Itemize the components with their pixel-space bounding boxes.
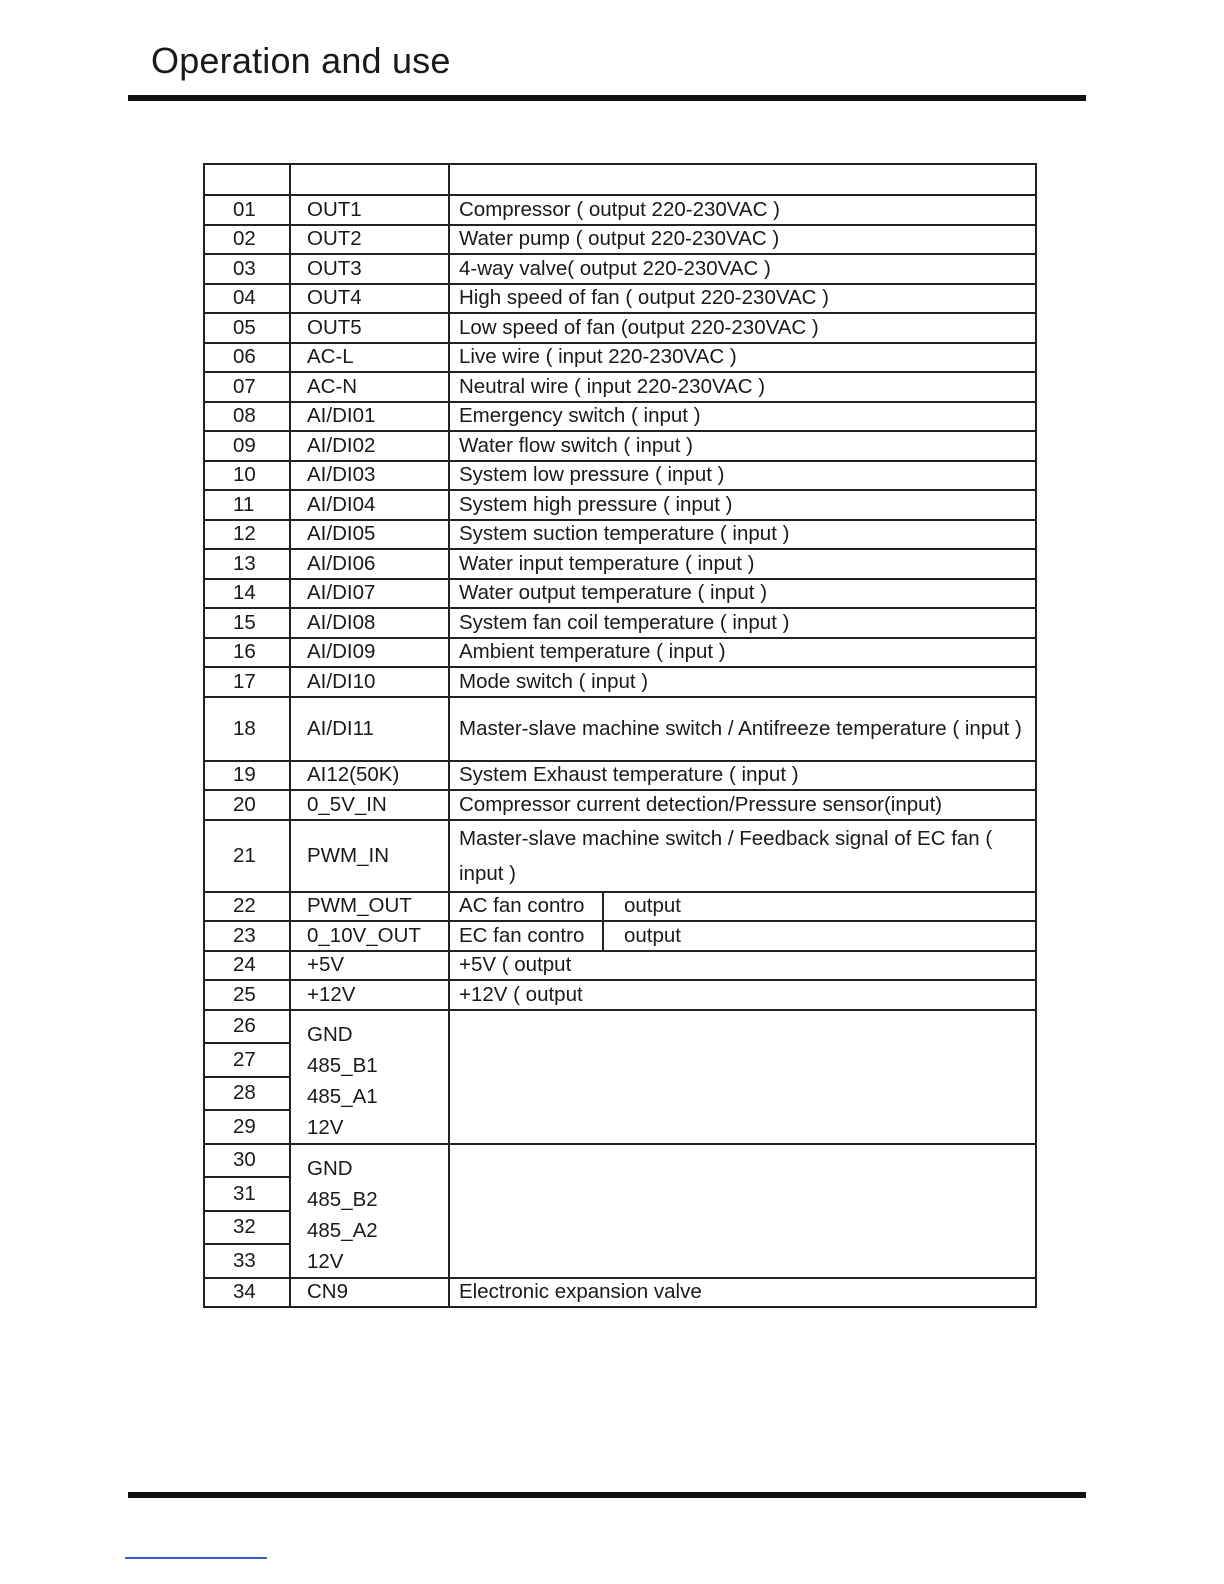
terminal-number: 02: [204, 225, 290, 255]
terminal-number: 11: [204, 490, 290, 520]
terminal-port: AC-N: [290, 372, 449, 402]
table-row: [204, 549, 1036, 579]
terminal-number: 01: [204, 195, 290, 225]
terminal-number: 30: [204, 1144, 290, 1178]
terminal-number: 07: [204, 372, 290, 402]
terminal-number: 19: [204, 761, 290, 791]
terminal-number: 23: [204, 921, 290, 951]
terminal-number: 31: [204, 1177, 290, 1211]
terminal-number: 20: [204, 790, 290, 820]
terminal-port: GND: [307, 1156, 353, 1180]
terminal-number: 04: [204, 284, 290, 314]
terminal-description: [449, 892, 1036, 922]
table-row: [204, 520, 1036, 550]
terminal-description: Mode switch ( input ): [449, 667, 1036, 697]
terminal-description: 4-way valve( output 220-230VAC ): [449, 254, 1036, 284]
terminal-number: 17: [204, 667, 290, 697]
table-row: [204, 820, 1036, 892]
terminal-description: [449, 1144, 1036, 1278]
table-row: [204, 284, 1036, 314]
table-row: [204, 892, 1036, 922]
terminal-number: 14: [204, 579, 290, 609]
terminal-number: 06: [204, 343, 290, 373]
terminal-table: [203, 163, 1037, 1308]
terminal-port: 0_10V_OUT: [290, 921, 449, 951]
terminal-description: Ambient temperature ( input ): [449, 638, 1036, 668]
terminal-number: 16: [204, 638, 290, 668]
table-row: [204, 372, 1036, 402]
table-row: [204, 608, 1036, 638]
terminal-description: Live wire ( input 220-230VAC ): [449, 343, 1036, 373]
terminal-description: High speed of fan ( output 220-230VAC ): [449, 284, 1036, 314]
table-row: [204, 313, 1036, 343]
table-row: [204, 1278, 1036, 1308]
terminal-description: Master-slave machine switch / Feedback signal of EC fan ( input ): [449, 820, 1036, 892]
terminal-port: AI/DI11: [290, 697, 449, 761]
terminal-number: 22: [204, 892, 290, 922]
table-row: [204, 921, 1036, 951]
table-row: [204, 490, 1036, 520]
table-row: [204, 461, 1036, 491]
terminal-port: OUT2: [290, 225, 449, 255]
terminal-number: 24: [204, 951, 290, 981]
terminal-port: AI/DI08: [290, 608, 449, 638]
table-row: [204, 638, 1036, 668]
table-row: [204, 225, 1036, 255]
terminal-port: AI12(50K): [290, 761, 449, 791]
terminal-port: GND: [307, 1022, 353, 1046]
terminal-number: 13: [204, 549, 290, 579]
table-row: [204, 343, 1036, 373]
terminal-port: AI/DI07: [290, 579, 449, 609]
terminal-port: AI/DI09: [290, 638, 449, 668]
terminal-port: 485_A2: [307, 1218, 378, 1242]
table-row: [204, 195, 1036, 225]
terminal-description: Electronic expansion valve: [449, 1278, 1036, 1308]
table-row: [204, 254, 1036, 284]
terminal-number: 32: [204, 1211, 290, 1245]
terminal-description: Neutral wire ( input 220-230VAC ): [449, 372, 1036, 402]
footer-rule: [128, 1492, 1086, 1498]
header-cell-desc: [449, 164, 1036, 195]
description-output: output: [624, 894, 681, 918]
terminal-description: [449, 1010, 1036, 1144]
table-row: [204, 1144, 1036, 1178]
terminal-number: 21: [204, 820, 290, 892]
terminal-port: AI/DI03: [290, 461, 449, 491]
table-row: [204, 980, 1036, 1010]
page-title: Operation and use: [151, 40, 451, 81]
terminal-port: PWM_IN: [290, 820, 449, 892]
terminal-number: 12: [204, 520, 290, 550]
terminal-port: AC-L: [290, 343, 449, 373]
terminal-port: +12V: [290, 980, 449, 1010]
terminal-description: Compressor ( output 220-230VAC ): [449, 195, 1036, 225]
terminal-description: System Exhaust temperature ( input ): [449, 761, 1036, 791]
terminal-port: AI/DI02: [290, 431, 449, 461]
terminal-port-group: [290, 1144, 449, 1278]
terminal-description: Compressor current detection/Pressure sensor(input): [449, 790, 1036, 820]
terminal-description: System low pressure ( input ): [449, 461, 1036, 491]
table-row: [204, 431, 1036, 461]
terminal-description: Emergency switch ( input ): [449, 402, 1036, 432]
terminal-port: +5V: [290, 951, 449, 981]
terminal-number: 28: [204, 1077, 290, 1111]
description-main: EC fan contro: [450, 922, 604, 950]
terminal-port-group: [290, 1010, 449, 1144]
terminal-port: AI/DI05: [290, 520, 449, 550]
description-split: [450, 893, 1035, 921]
terminal-port: 485_B1: [307, 1053, 378, 1077]
table-row: [204, 951, 1036, 981]
terminal-number: 27: [204, 1043, 290, 1077]
terminal-description: +5V ( output: [449, 951, 1036, 981]
terminal-number: 05: [204, 313, 290, 343]
terminal-number: 15: [204, 608, 290, 638]
terminal-port: AI/DI01: [290, 402, 449, 432]
terminal-description: [449, 921, 1036, 951]
terminal-description: Water flow switch ( input ): [449, 431, 1036, 461]
terminal-description: +12V ( output: [449, 980, 1036, 1010]
terminal-port: AI/DI04: [290, 490, 449, 520]
table-row: [204, 667, 1036, 697]
footer-link-line: [125, 1557, 267, 1559]
terminal-number: 03: [204, 254, 290, 284]
terminal-port: CN9: [290, 1278, 449, 1308]
terminal-port: 0_5V_IN: [290, 790, 449, 820]
terminal-port: OUT5: [290, 313, 449, 343]
header-cell-port: [290, 164, 449, 195]
terminal-description: Water input temperature ( input ): [449, 549, 1036, 579]
header-rule: [128, 95, 1086, 101]
terminal-number: 34: [204, 1278, 290, 1308]
description-split: [450, 922, 1035, 950]
terminal-port: 12V: [307, 1115, 344, 1139]
terminal-port: 485_A1: [307, 1084, 378, 1108]
terminal-number: 33: [204, 1244, 290, 1278]
terminal-number: 18: [204, 697, 290, 761]
terminal-port: AI/DI10: [290, 667, 449, 697]
table-row: [204, 402, 1036, 432]
terminal-number: 09: [204, 431, 290, 461]
description-output: output: [624, 923, 681, 947]
terminal-description: System high pressure ( input ): [449, 490, 1036, 520]
table-row: [204, 697, 1036, 761]
terminal-number: 10: [204, 461, 290, 491]
terminal-number: 08: [204, 402, 290, 432]
terminal-port: OUT3: [290, 254, 449, 284]
terminal-number: 26: [204, 1010, 290, 1044]
terminal-port: OUT4: [290, 284, 449, 314]
terminal-port: 485_B2: [307, 1187, 378, 1211]
description-main: AC fan contro: [450, 893, 604, 921]
terminal-description: System suction temperature ( input ): [449, 520, 1036, 550]
table-row: [204, 579, 1036, 609]
table-row: [204, 1010, 1036, 1044]
terminal-description: Water pump ( output 220-230VAC ): [449, 225, 1036, 255]
table-row: [204, 761, 1036, 791]
terminal-description: Master-slave machine switch / Antifreeze temperature ( input ): [449, 697, 1036, 761]
terminal-port: PWM_OUT: [290, 892, 449, 922]
terminal-port: 12V: [307, 1249, 344, 1273]
terminal-description: Water output temperature ( input ): [449, 579, 1036, 609]
terminal-port: AI/DI06: [290, 549, 449, 579]
terminal-port: OUT1: [290, 195, 449, 225]
terminal-description: Low speed of fan (output 220-230VAC ): [449, 313, 1036, 343]
terminal-number: 29: [204, 1110, 290, 1144]
terminal-description: System fan coil temperature ( input ): [449, 608, 1036, 638]
table-header-row: [204, 164, 1036, 195]
table-row: [204, 790, 1036, 820]
header-cell-num: [204, 164, 290, 195]
terminal-number: 25: [204, 980, 290, 1010]
